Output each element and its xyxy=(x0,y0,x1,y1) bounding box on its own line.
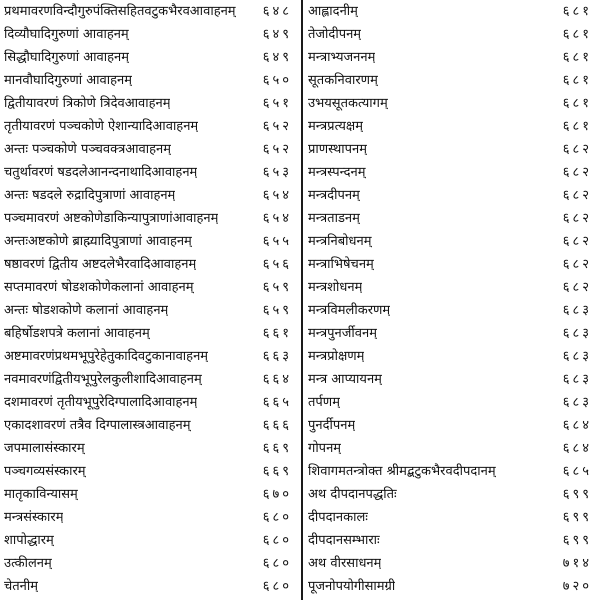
index-entry xyxy=(304,437,596,460)
entry-title: मन्त्र आप्यायनम् xyxy=(308,372,382,387)
index-entry xyxy=(304,529,596,552)
entry-title: मन्त्रनिबोधनम् xyxy=(308,234,372,249)
entry-page-number: ६८२ xyxy=(562,188,592,203)
entry-page-number: ६५० xyxy=(262,73,292,88)
index-entry xyxy=(304,552,596,575)
entry-title: शिवागमतन्त्रोक्त श्रीमद्बटुकभैरवदीपदानम् xyxy=(308,464,496,479)
entry-title: द्वितीयावरणं त्रिकोणे त्रिदेवआवाहनम् xyxy=(4,96,171,111)
index-entry xyxy=(304,483,596,506)
entry-page-number: ६८१ xyxy=(562,4,592,19)
index-entry xyxy=(0,483,296,506)
entry-page-number: ६८२ xyxy=(562,211,592,226)
index-entry xyxy=(0,345,296,368)
entry-page-number: ६८३ xyxy=(562,303,592,318)
entry-page-number: ६५६ xyxy=(262,257,292,272)
entry-page-number: ६८१ xyxy=(562,27,592,42)
entry-title: अन्तः षडदले रुद्रादिपुत्राणां आवाहनम् xyxy=(4,188,176,203)
index-entry xyxy=(0,414,296,437)
entry-page-number: ७१४ xyxy=(562,556,592,571)
index-entry xyxy=(0,460,296,483)
index-entry xyxy=(304,69,596,92)
entry-title: उत्कीलनम् xyxy=(4,556,52,571)
index-entry xyxy=(304,391,596,414)
index-entry xyxy=(0,46,296,69)
entry-title: पूजनोपयोगीसामग्री xyxy=(308,579,396,594)
index-entry xyxy=(0,161,296,184)
index-entry xyxy=(304,575,596,598)
entry-title: मन्त्रसंस्कारम् xyxy=(4,510,64,525)
index-entry xyxy=(304,276,596,299)
index-entry xyxy=(304,207,596,230)
index-entry xyxy=(0,506,296,529)
entry-page-number: ६८३ xyxy=(562,349,592,364)
entry-page-number: ६८३ xyxy=(562,395,592,410)
entry-page-number: ६५९ xyxy=(262,280,292,295)
entry-title: गोपनम् xyxy=(308,441,342,456)
entry-page-number: ६६६ xyxy=(262,418,292,433)
entry-title: पञ्चगव्यसंस्कारम् xyxy=(4,464,86,479)
entry-title: चेतनीम् xyxy=(4,579,39,594)
index-entry xyxy=(0,115,296,138)
index-entry xyxy=(0,69,296,92)
entry-title: दीपदानसम्भाराः xyxy=(308,533,380,548)
entry-title: मन्त्राभ्यजननम् xyxy=(308,50,376,65)
index-entry xyxy=(0,276,296,299)
index-entry xyxy=(304,506,596,529)
index-entry xyxy=(304,253,596,276)
index-entry xyxy=(0,552,296,575)
index-entry xyxy=(304,0,596,23)
index-entry xyxy=(0,230,296,253)
entry-page-number: ६८४ xyxy=(562,441,592,456)
index-entry xyxy=(304,322,596,345)
index-entry xyxy=(0,437,296,460)
entry-page-number: ६८० xyxy=(262,510,292,525)
entry-page-number: ६८१ xyxy=(562,96,592,111)
entry-title: उभयसूतकत्यागम् xyxy=(308,96,388,111)
entry-title: तेजोदीपनम् xyxy=(308,27,362,42)
entry-title: चतुर्थावरणं षडदलेआनन्दनाथादिआवाहनम् xyxy=(4,165,198,180)
entry-title: मन्त्रशोधनम् xyxy=(308,280,363,295)
index-entry xyxy=(304,345,596,368)
entry-title: पुनर्दीपनम् xyxy=(308,418,356,433)
entry-page-number: ६५९ xyxy=(262,303,292,318)
entry-page-number: ६८० xyxy=(262,533,292,548)
entry-title: मन्त्रप्रत्यक्षम् xyxy=(308,119,363,134)
entry-title: मन्त्रस्पन्दनम् xyxy=(308,165,366,180)
index-entry xyxy=(0,0,296,23)
entry-title: मन्त्रपुनर्जीवनम् xyxy=(308,326,378,341)
index-entry xyxy=(0,92,296,115)
entry-page-number: ६६९ xyxy=(262,464,292,479)
index-entry xyxy=(304,23,596,46)
index-entry xyxy=(0,322,296,345)
entry-page-number: ६९९ xyxy=(562,510,592,525)
index-entry xyxy=(304,230,596,253)
entry-title: अष्टमावरणंप्रथमभूपुरेहेतुकादिवटुकानावाहनम् xyxy=(4,349,209,364)
entry-page-number: ६४९ xyxy=(262,50,292,65)
index-entry xyxy=(304,414,596,437)
index-entry xyxy=(304,368,596,391)
entry-page-number: ६६१ xyxy=(262,326,292,341)
entry-page-number: ६८२ xyxy=(562,234,592,249)
index-entry xyxy=(0,184,296,207)
entry-page-number: ६८२ xyxy=(562,280,592,295)
entry-title: अथ दीपदानपद्धतिः xyxy=(308,487,397,502)
entry-title: सूतकनिवारणम् xyxy=(308,73,378,88)
index-entry xyxy=(304,115,596,138)
index-entry xyxy=(0,529,296,552)
index-entry xyxy=(0,368,296,391)
entry-page-number: ६८० xyxy=(262,556,292,571)
entry-page-number: ६८२ xyxy=(562,142,592,157)
entry-title: दशमावरणं तृतीयभूपुरेदिग्पालादिआवाहनम् xyxy=(4,395,198,410)
entry-page-number: ६५२ xyxy=(262,119,292,134)
entry-page-number: ६९९ xyxy=(562,487,592,502)
entry-title: प्रथमावरणविन्दौगुरुपंक्तिसहितवटुकभैरवआवाहनम् xyxy=(4,4,236,19)
entry-page-number: ७२० xyxy=(562,579,592,594)
entry-page-number: ६५५ xyxy=(262,234,292,249)
entry-page-number: ६८३ xyxy=(562,372,592,387)
index-entry xyxy=(304,460,596,483)
index-entry xyxy=(0,391,296,414)
entry-title: सिद्धौघादिगुरुणां आवाहनम् xyxy=(4,50,129,65)
index-entry xyxy=(304,184,596,207)
entry-page-number: ६८३ xyxy=(562,326,592,341)
entry-page-number: ६५४ xyxy=(262,211,292,226)
entry-page-number: ६८५ xyxy=(562,464,592,479)
index-entry xyxy=(0,299,296,322)
entry-page-number: ६४९ xyxy=(262,27,292,42)
entry-page-number: ६८२ xyxy=(562,165,592,180)
entry-title: दीपदानकालः xyxy=(308,510,368,525)
entry-title: अन्तः षोडशकोणे कलानां आवाहनम् xyxy=(4,303,169,318)
entry-title: नवमावरणंद्वितीयभूपुरेलकुलीशादिआवाहनम् xyxy=(4,372,202,387)
entry-title: मन्त्रताडनम् xyxy=(308,211,360,226)
entry-title: सप्तमावरणं षोडशकोणेकलानां आवाहनम् xyxy=(4,280,194,295)
index-entry xyxy=(304,138,596,161)
entry-title: पञ्चमावरणं अष्टकोणेडाकिन्यापुत्राणांआवाहनम् xyxy=(4,211,219,226)
entry-page-number: ६५२ xyxy=(262,142,292,157)
entry-title: तर्पणम् xyxy=(308,395,340,410)
entry-page-number: ६६३ xyxy=(262,349,292,364)
entry-page-number: ६८४ xyxy=(562,418,592,433)
index-entry xyxy=(0,207,296,230)
entry-title: अन्तःअष्टकोणे ब्राह्म्यादिपुत्राणां आवाहनम् xyxy=(4,234,192,249)
entry-page-number: ६६५ xyxy=(262,395,292,410)
entry-title: मन्त्रदीपनम् xyxy=(308,188,360,203)
entry-page-number: ६७० xyxy=(262,487,292,502)
entry-page-number: ६९९ xyxy=(562,533,592,548)
index-entry xyxy=(0,23,296,46)
entry-title: मन्त्रप्रोक्षणम् xyxy=(308,349,365,364)
entry-page-number: ६५३ xyxy=(262,165,292,180)
entry-page-number: ६८१ xyxy=(562,50,592,65)
entry-title: दिव्यौघादिगुरुणां आवाहनम् xyxy=(4,27,129,42)
entry-page-number: ६५१ xyxy=(262,96,292,111)
entry-title: मन्त्राभिषेचनम् xyxy=(308,257,374,272)
entry-page-number: ६४८ xyxy=(262,4,292,19)
entry-page-number: ६८० xyxy=(262,579,292,594)
index-entry xyxy=(0,575,296,598)
index-entry xyxy=(0,253,296,276)
entry-page-number: ६८२ xyxy=(562,257,592,272)
entry-title: अन्तः पञ्चकोणे पञ्चवक्त्रआवाहनम् xyxy=(4,142,172,157)
entry-page-number: ६८१ xyxy=(562,73,592,88)
entry-title: मन्त्रविमलीकरणम् xyxy=(308,303,391,318)
index-entry xyxy=(0,138,296,161)
entry-title: मातृकाविन्यासम् xyxy=(4,487,78,502)
index-entry xyxy=(304,161,596,184)
entry-page-number: ६६९ xyxy=(262,441,292,456)
entry-title: बहिर्षोडशपत्रे कलानां आवाहनम् xyxy=(4,326,150,341)
entry-page-number: ६५४ xyxy=(262,188,292,203)
entry-title: शापोद्धारम् xyxy=(4,533,54,548)
entry-title: अथ वीरसाधनम् xyxy=(308,556,382,571)
entry-title: तृतीयावरणं पञ्चकोणे ऐशान्यादिआवाहनम् xyxy=(4,119,199,134)
index-entry xyxy=(304,46,596,69)
column-divider xyxy=(301,0,303,600)
entry-title: प्राणस्थापनम् xyxy=(308,142,368,157)
entry-page-number: ६८१ xyxy=(562,119,592,134)
entry-title: जपमालासंस्कारम् xyxy=(4,441,85,456)
entry-title: एकादशावरणं तत्रैव दिग्पालास्त्रआवाहनम् xyxy=(4,418,191,433)
index-entry xyxy=(304,92,596,115)
entry-page-number: ६६४ xyxy=(262,372,292,387)
entry-title: आह्लादनीम् xyxy=(308,4,358,19)
entry-title: षष्ठावरणं द्वितीय अष्टदलेभैरवादिआवाहनम् xyxy=(4,257,197,272)
entry-title: मानवौघादिगुरुणां आवाहनम् xyxy=(4,73,133,88)
index-entry xyxy=(304,299,596,322)
